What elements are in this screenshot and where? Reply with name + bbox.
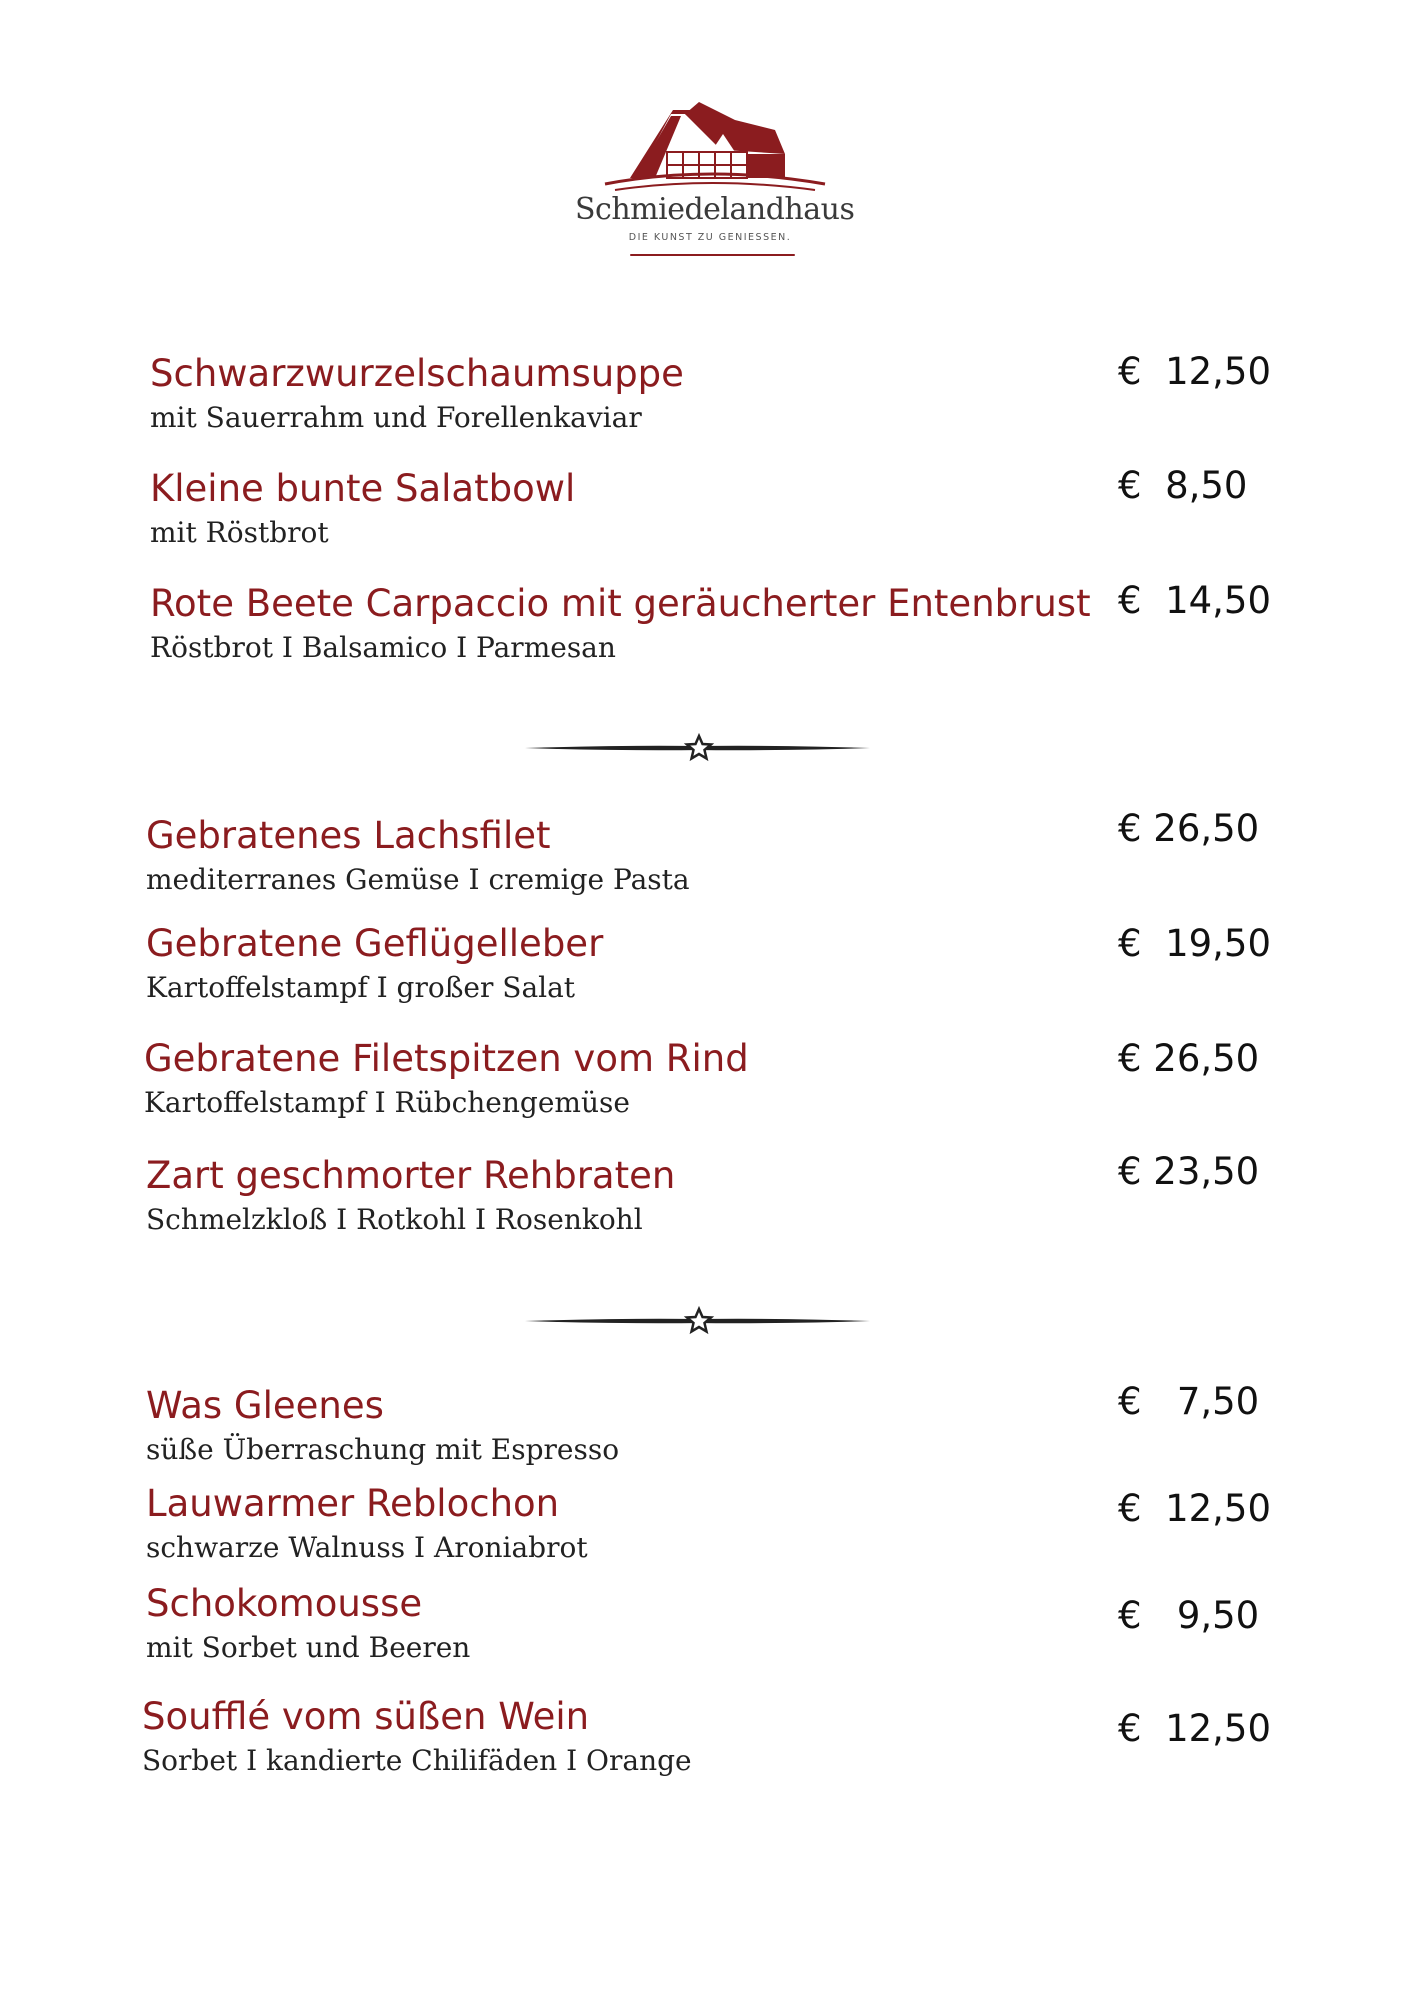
dish-name: Gebratene Filetspitzen vom Rind	[144, 1037, 749, 1080]
dish-price: € 9,50	[1118, 1594, 1260, 1637]
dish-description: Kartoffelstampf I Rübchengemüse	[144, 1086, 630, 1119]
dish-description: süße Überraschung mit Espresso	[146, 1433, 620, 1466]
dish-name: Schokomousse	[146, 1582, 423, 1625]
star-icon	[687, 1309, 711, 1332]
section-divider	[525, 728, 870, 768]
menu-item	[150, 350, 1150, 438]
brand-underline	[630, 254, 795, 256]
menu-item	[142, 1693, 1142, 1781]
dish-description: mit Sauerrahm und Forellenkaviar	[150, 401, 642, 434]
dish-name: Schwarzwurzelschaumsuppe	[150, 352, 684, 395]
menu-item	[146, 1580, 1146, 1668]
dish-price: € 8,50	[1118, 464, 1248, 507]
dish-price: € 19,50	[1118, 922, 1271, 965]
dish-price: € 14,50	[1118, 579, 1271, 622]
dish-name: Gebratene Geflügelleber	[146, 922, 604, 965]
dish-name: Was Gleenes	[146, 1384, 384, 1427]
dish-price: € 12,50	[1118, 1707, 1271, 1750]
dish-description: mediterranes Gemüse I cremige Pasta	[146, 863, 690, 896]
menu-item	[146, 920, 1146, 1008]
menu-item	[150, 465, 1150, 553]
house-logo-icon	[575, 100, 845, 192]
dish-description: Schmelzkloß I Rotkohl I Rosenkohl	[146, 1203, 643, 1236]
menu-item	[146, 1152, 1146, 1240]
dish-description: mit Sorbet und Beeren	[146, 1631, 471, 1664]
menu-item	[146, 1480, 1146, 1568]
dish-price: € 23,50	[1118, 1150, 1260, 1193]
dish-description: Kartoffelstampf I großer Salat	[146, 971, 576, 1004]
dish-name: Kleine bunte Salatbowl	[150, 467, 576, 510]
dish-name: Zart geschmorter Rehbraten	[146, 1154, 676, 1197]
dish-price: € 7,50	[1118, 1380, 1260, 1423]
menu-item	[144, 1035, 1144, 1123]
menu-item	[150, 580, 1150, 668]
dish-name: Lauwarmer Reblochon	[146, 1482, 560, 1525]
section-divider	[525, 1301, 870, 1341]
menu-item	[146, 812, 1146, 900]
dish-name: Gebratenes Lachsfilet	[146, 814, 551, 857]
dish-description: Röstbrot I Balsamico I Parmesan	[150, 631, 616, 664]
menu-item	[146, 1382, 1146, 1470]
brand-logo	[575, 100, 855, 270]
dish-price: € 12,50	[1118, 350, 1271, 393]
dish-description: schwarze Walnuss I Aroniabrot	[146, 1531, 588, 1564]
dish-name: Soufflé vom süßen Wein	[142, 1695, 590, 1738]
star-icon	[687, 736, 711, 759]
brand-tagline: DIE KUNST ZU GENIESSEN.	[628, 232, 792, 243]
dish-price: € 26,50	[1118, 1037, 1260, 1080]
brand-name: Schmiedelandhaus	[575, 192, 855, 227]
dish-price: € 26,50	[1118, 807, 1260, 850]
dish-description: mit Röstbrot	[150, 516, 329, 549]
dish-description: Sorbet I kandierte Chilifäden I Orange	[142, 1744, 692, 1777]
dish-name: Rote Beete Carpaccio mit geräucherter Entenbrust	[150, 582, 1091, 625]
dish-price: € 12,50	[1118, 1487, 1271, 1530]
